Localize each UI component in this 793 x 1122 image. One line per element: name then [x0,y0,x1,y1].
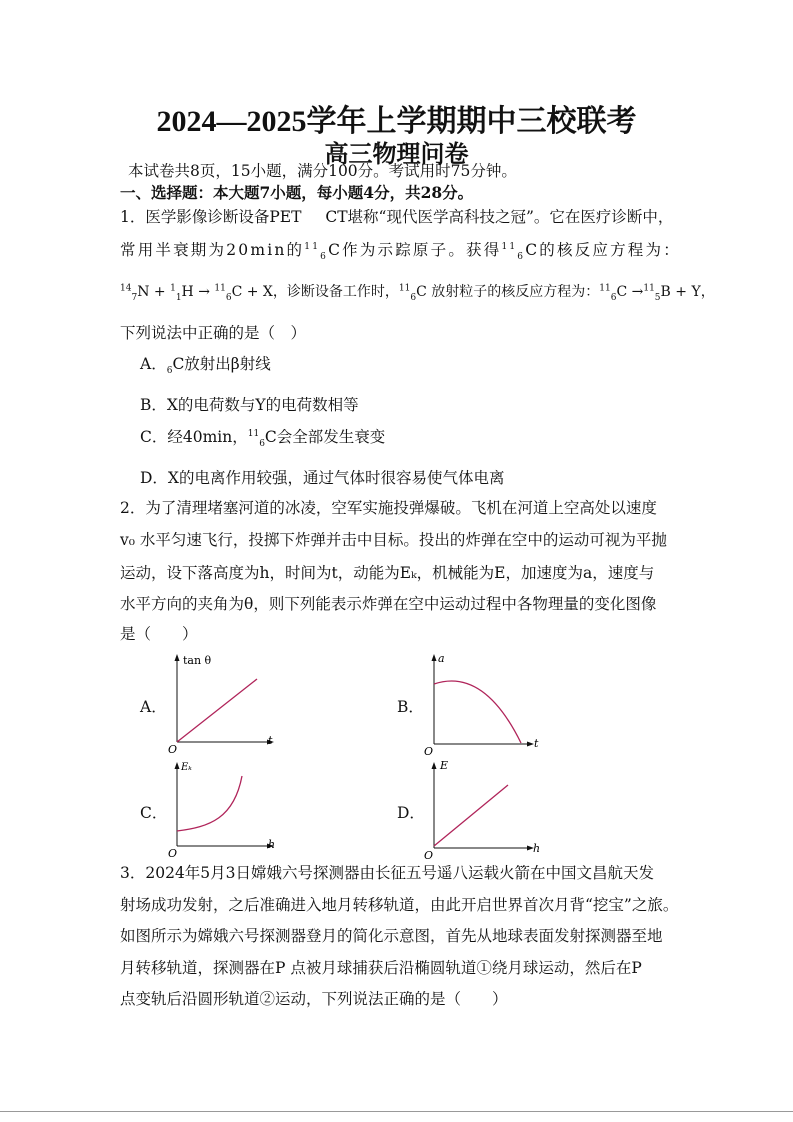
q3-line1: 3．2024年5月3日嫦娥六号探测器由长征五号遥八运载火箭在中国文昌航天发 [120,864,655,882]
graph-b-curve [434,681,521,743]
graph-a-curve [177,679,257,742]
q2-option-b-label[interactable]: B． [397,698,424,716]
q2-line2: v₀ 水平匀速飞行，投掷下炸弹并击中目标。投出的炸弹在空中的运动可视为平抛 [120,531,667,549]
graph-a [160,650,290,760]
c11-charge-4: 6 [410,292,417,303]
graph-d-y-arrow [432,762,437,769]
graph-a-ylabel: tan θ [183,654,212,667]
exam-info: 本试卷共8页，15小题，满分100分。考试用时75分钟。 [128,162,517,180]
c11-mass-7: 11 [247,428,260,439]
q1-option-c[interactable] [140,427,386,450]
q1-line3-mid: ，诊断设备工作时， [272,284,399,300]
q2-option-c-label[interactable]: C． [140,804,168,822]
q2-line5: 是（ ） [120,625,198,643]
q1-line1 [120,207,673,227]
q1-line2 [120,240,681,263]
graph-b-x-arrow [527,742,534,747]
c11-mass-5: 11 [599,283,611,294]
graph-b-xlabel: t [534,737,539,750]
q1-line2-a: 常用半衰期为20min的 [120,241,305,259]
q2-line1: 2．为了清理堵塞河道的冰凌，空军实施投弹爆破。飞机在河道上空高处以速度 [120,499,657,517]
n14-charge: 7 [131,292,138,303]
q1-line1-b: CT堪称“现代医学高科技之冠”。它在医疗诊断中， [325,208,674,226]
h1-mass: 1 [170,283,176,294]
graph-c-ylabel: Eₖ [181,762,192,773]
q2-option-d-label[interactable]: D． [397,804,425,822]
graph-c [160,756,290,866]
c11-charge-6: 6 [166,366,173,377]
c11-mass-3: 11 [214,283,226,294]
page-subtitle: 高三物理问卷 [324,142,469,168]
graph-c-y-arrow [175,762,180,769]
graph-b [418,650,548,760]
q1-eq2-part1: C → [616,284,644,300]
q3-line4: 月转移轨道，探测器在P 点被月球捕获后沿椭圆轨道①绕月球运动，然后在P [120,959,642,977]
q2-line4: 水平方向的夹角为θ，则下列能表示炸弹在空中运动过程中各物理量的变化图像 [120,595,657,613]
graph-d-curve [434,785,508,846]
b11-mass: 11 [643,283,655,294]
c11-charge-5: 6 [610,292,617,303]
page-bottom-rule [0,1111,793,1112]
q3-line5: 点变轨后沿圆形轨道②运动，下列说法正确的是（ ） [120,990,508,1008]
c11-charge-3: 6 [225,292,232,303]
q1-eq1-part1: N + [137,284,166,300]
q1-eq1-part2: H → [181,284,210,300]
q1-line3-mid2: C 放射粒子的核反应方程为： [416,284,600,300]
graph-d-ylabel: E [440,759,449,772]
section-heading: 一、选择题：本大题7小题，每小题4分，共28分。 [120,183,474,202]
n14-mass: 14 [120,283,132,294]
q1-line1-a: 1．医学影像诊断设备PET [120,208,302,226]
q1-option-c-a: C．经40min， [140,428,248,446]
q1-line2-c: C的核反应方程为： [525,241,681,259]
graph-b-y-arrow [432,654,437,661]
q1-eq2-part2: B + Y， [660,284,715,300]
graph-a-origin: O [168,743,178,756]
graph-a-y-arrow [175,654,180,661]
q1-eq1-part3: C + X [231,284,273,300]
q1-option-a-text: C放射出β射线 [172,355,271,373]
c11-mass: 11 [304,241,321,252]
c11-charge-2: 6 [517,252,526,263]
graph-c-xlabel: h [268,838,276,851]
c11-mass-2: 11 [501,241,518,252]
q3-line2: 射场成功发射，之后准确进入地月转移轨道，由此开启世界首次月背“挖宝”之旅。 [120,896,679,914]
page-title: 2024—2025学年上学期期中三校联考 [156,105,637,138]
b11-charge: 5 [654,292,661,303]
q2-line3: 运动，设下落高度为h，时间为t，动能为Eₖ，机械能为E，加速度为a，速度与 [120,564,655,582]
graph-b-ylabel: a [438,652,445,665]
graph-a-xlabel: t [268,734,273,747]
graph-d-origin: O [424,849,434,862]
h1-charge: 1 [175,292,182,303]
q1-option-d[interactable]: D．X的电离作用较强，通过气体时很容易使气体电离 [140,469,505,487]
graph-b-origin: O [424,745,434,758]
c11-charge-7: 6 [259,439,265,450]
graph-c-curve [177,776,242,831]
q1-line4: 下列说法中正确的是（ ） [120,324,307,342]
q1-option-c-b: C会全部发生衰变 [264,428,386,446]
graph-d [418,756,548,866]
q1-option-a-label: A． [140,355,167,373]
c11-mass-4: 11 [398,283,411,294]
q1-line2-b: C作为示踪原子。获得 [328,241,502,259]
q1-line3 [120,282,715,302]
q1-option-b[interactable]: B．X的电荷数与Y的电荷数相等 [140,396,359,414]
graph-d-xlabel: h [533,842,541,855]
q1-option-a[interactable] [140,354,271,377]
c11-charge: 6 [320,252,329,263]
q2-option-a-label[interactable]: A． [140,698,167,716]
graph-c-origin: O [168,847,178,860]
q3-line3: 如图所示为嫦娥六号探测器登月的简化示意图，首先从地球表面发射探测器至地 [120,927,663,945]
